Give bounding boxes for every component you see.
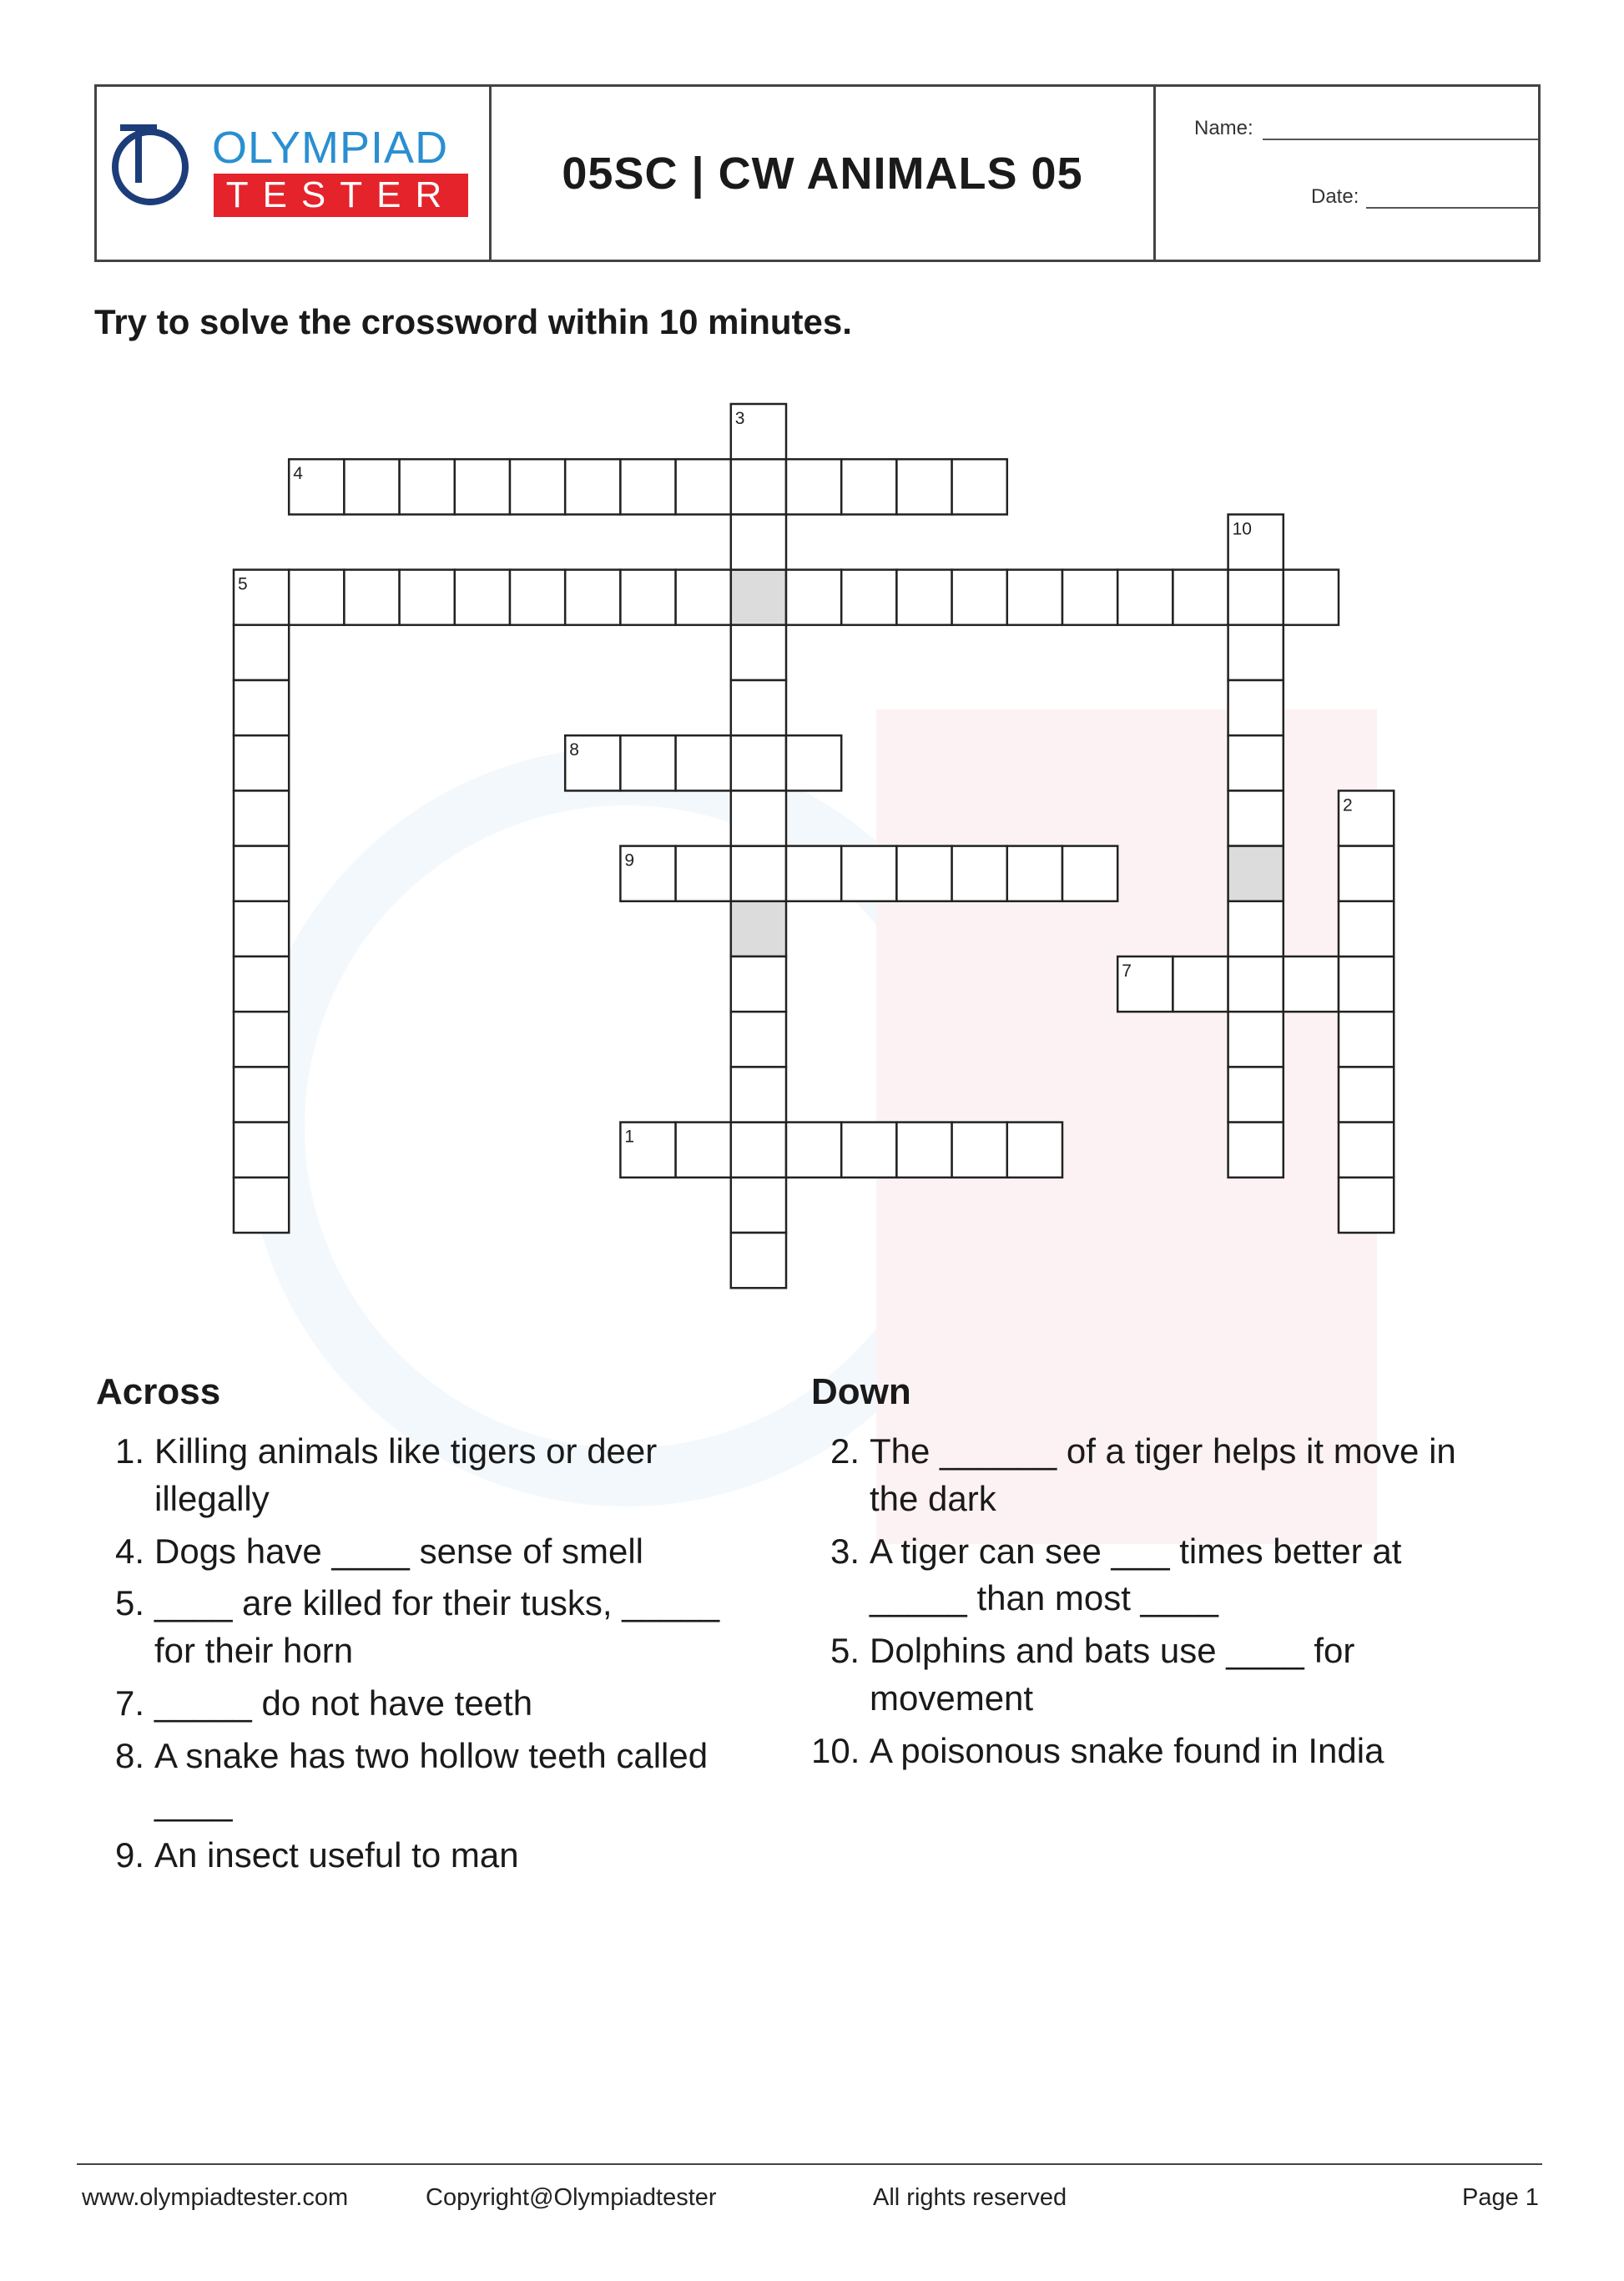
across-clue [96,1428,764,1522]
crossword-cell[interactable] [234,735,289,790]
crossword-cell[interactable] [1228,625,1284,680]
crossword-cell[interactable] [731,901,786,956]
crossword-cell[interactable] [676,846,731,901]
crossword-cell[interactable] [786,1123,841,1178]
crossword-cell[interactable] [1284,570,1339,625]
crossword-cell[interactable] [731,790,786,845]
crossword-cell[interactable] [1228,901,1284,956]
logo-sub: TESTER [214,174,468,217]
crossword-cell[interactable] [1339,1012,1394,1067]
crossword-cell[interactable] [1339,1123,1394,1178]
clue-number-label: 5 [238,574,248,594]
crossword-cell[interactable] [786,846,841,901]
down-clue-text: Dolphins and bats use ____ for movement [870,1631,1355,1718]
crossword-cell[interactable] [344,570,399,625]
crossword-cell[interactable] [731,570,786,625]
across-clue-text: _____ do not have teeth [154,1683,533,1723]
down-clue-text: A tiger can see ___ times better at _____ than most ____ [870,1531,1402,1618]
crossword-cell[interactable] [1228,1067,1284,1122]
across-clue-text: Dogs have ____ sense of smell [154,1531,644,1571]
down-clue [811,1627,1504,1722]
crossword-cell[interactable] [620,735,675,790]
instruction-text: Try to solve the crossword within 10 minutes. [94,302,852,341]
crossword-cell[interactable] [1228,1123,1284,1178]
crossword-cell[interactable] [786,459,841,514]
footer-divider [77,2163,1542,2165]
across-clue-text: A snake has two hollow teeth called ____ [154,1735,709,1823]
crossword-cell[interactable] [565,459,620,514]
crossword-cell[interactable] [1228,790,1284,845]
across-clue [96,1680,764,1728]
clue-number-label: 7 [1122,961,1132,981]
crossword-cell[interactable] [1007,570,1062,625]
crossword-cell[interactable] [1284,956,1339,1012]
across-clue-text: Killing animals like tigers or deer illegally [154,1431,658,1519]
crossword-cell[interactable] [896,846,951,901]
crossword-cell[interactable] [1228,846,1284,901]
across-clue-text: An insect useful to man [154,1834,519,1875]
crossword-cell[interactable] [455,570,510,625]
footer-copyright: Copyright@Olympiadtester [426,2184,717,2211]
crossword-cell[interactable] [841,459,896,514]
crossword-cell[interactable] [289,570,344,625]
footer-rights: All rights reserved [873,2184,1067,2211]
down-clue-text: A poisonous snake found in India [870,1730,1384,1770]
clue-number-label: 3 [734,409,745,428]
across-clue-number: 1. [114,1431,144,1471]
worksheet-title: 05SC | CW ANIMALS 05 [562,148,1083,199]
crossword-cell[interactable] [952,459,1007,514]
across-clue-number: 7. [114,1683,144,1723]
clue-number-label: 8 [569,740,579,760]
crossword-cell[interactable] [841,1123,896,1178]
crossword-cell[interactable] [731,680,786,735]
crossword-cell[interactable] [510,459,565,514]
crossword-cell[interactable] [731,1123,786,1178]
crossword-cell[interactable] [952,846,1007,901]
crossword-cell[interactable] [1062,570,1117,625]
across-clue-text: ____ are killed for their tusks, _____ for their horn [154,1583,720,1671]
down-clue [811,1528,1504,1622]
crossword-cell[interactable] [400,570,455,625]
clue-number-label: 2 [1343,795,1353,815]
across-clue-number: 4. [114,1531,144,1571]
crossword-cell[interactable] [952,1123,1007,1178]
crossword-cell[interactable] [1228,735,1284,790]
crossword-cell[interactable] [1173,570,1228,625]
crossword-cell[interactable] [1228,956,1284,1012]
crossword-cell[interactable] [234,901,289,956]
crossword-cell[interactable] [731,735,786,790]
crossword-cell[interactable] [1007,846,1062,901]
crossword-cell[interactable] [731,459,786,514]
across-clue [96,1528,764,1576]
date-label: Date: [1311,185,1359,208]
crossword-cell[interactable] [1117,570,1173,625]
crossword-cell[interactable] [234,625,289,680]
crossword-cell[interactable] [786,735,841,790]
clue-number-label: 10 [1232,519,1252,539]
name-label: Name: [1194,117,1253,139]
crossword-cell[interactable] [1339,956,1394,1012]
crossword-cell[interactable] [731,514,786,569]
across-clue-number: 8. [114,1735,144,1775]
across-clue [96,1580,764,1674]
across-clue [96,1832,764,1880]
across-clue-number: 9. [114,1834,144,1875]
crossword-cell[interactable] [1062,846,1117,901]
down-heading: Down [811,1371,911,1412]
crossword-cell[interactable] [841,846,896,901]
crossword-cell[interactable] [234,1123,289,1178]
crossword-cell[interactable] [731,846,786,901]
crossword-cell[interactable] [731,1012,786,1067]
crossword-cell[interactable] [1339,1067,1394,1122]
crossword-cell[interactable] [234,846,289,901]
crossword-cell[interactable] [344,459,399,514]
crossword-cell[interactable] [1339,1178,1394,1233]
across-clues [96,1367,764,1885]
crossword-cell[interactable] [786,570,841,625]
crossword-cell[interactable] [620,570,675,625]
crossword-cell[interactable] [1339,901,1394,956]
crossword-cell[interactable] [731,1233,786,1288]
crossword-cell[interactable] [620,459,675,514]
down-clues [811,1367,1504,1779]
crossword-cell[interactable] [896,459,951,514]
crossword-cell[interactable] [731,956,786,1012]
down-clue-number: 2. [830,1431,860,1471]
crossword-cell[interactable] [676,735,731,790]
crossword-cell[interactable] [234,680,289,735]
crossword-cell[interactable] [731,1178,786,1233]
crossword-cell[interactable] [234,1067,289,1122]
crossword-cell[interactable] [455,459,510,514]
crossword-cell[interactable] [841,570,896,625]
crossword-cell[interactable] [896,570,951,625]
crossword-cell[interactable] [1228,1012,1284,1067]
crossword-cell[interactable] [234,1178,289,1233]
footer-page: Page 1 [1462,2184,1539,2211]
clue-number-label: 1 [624,1127,635,1147]
down-clue [811,1428,1504,1522]
crossword-cell[interactable] [1228,570,1284,625]
crossword-cell[interactable] [510,570,565,625]
crossword-cell[interactable] [234,956,289,1012]
crossword-cell[interactable] [731,1067,786,1122]
crossword-cell[interactable] [896,1123,951,1178]
crossword-cell[interactable] [565,570,620,625]
crossword-cell[interactable] [676,1123,731,1178]
across-clue-number: 5. [114,1583,144,1623]
crossword-cell[interactable] [234,1012,289,1067]
crossword-cell[interactable] [676,570,731,625]
crossword-cell[interactable] [676,459,731,514]
crossword-cell[interactable] [1339,846,1394,901]
across-heading: Across [96,1371,221,1412]
down-clue-number: 3. [830,1531,860,1571]
down-clue-number: 10. [811,1730,860,1770]
down-clue-number: 5. [830,1631,860,1671]
crossword-cell[interactable] [400,459,455,514]
clue-number-label: 4 [293,464,303,484]
crossword-cell[interactable] [1228,680,1284,735]
crossword-cell[interactable] [952,570,1007,625]
across-clue [96,1733,764,1827]
clue-number-label: 9 [624,850,635,871]
crossword-cell[interactable] [1007,1123,1062,1178]
crossword-cell[interactable] [234,790,289,845]
crossword-cell[interactable] [1173,956,1228,1012]
crossword-cell[interactable] [731,625,786,680]
down-clue-text: The ______ of a tiger helps it move in the dark [870,1431,1456,1519]
logo-word: OLYMPIAD [212,123,449,173]
down-clue [811,1728,1504,1775]
footer-website: www.olympiadtester.com [82,2184,349,2211]
